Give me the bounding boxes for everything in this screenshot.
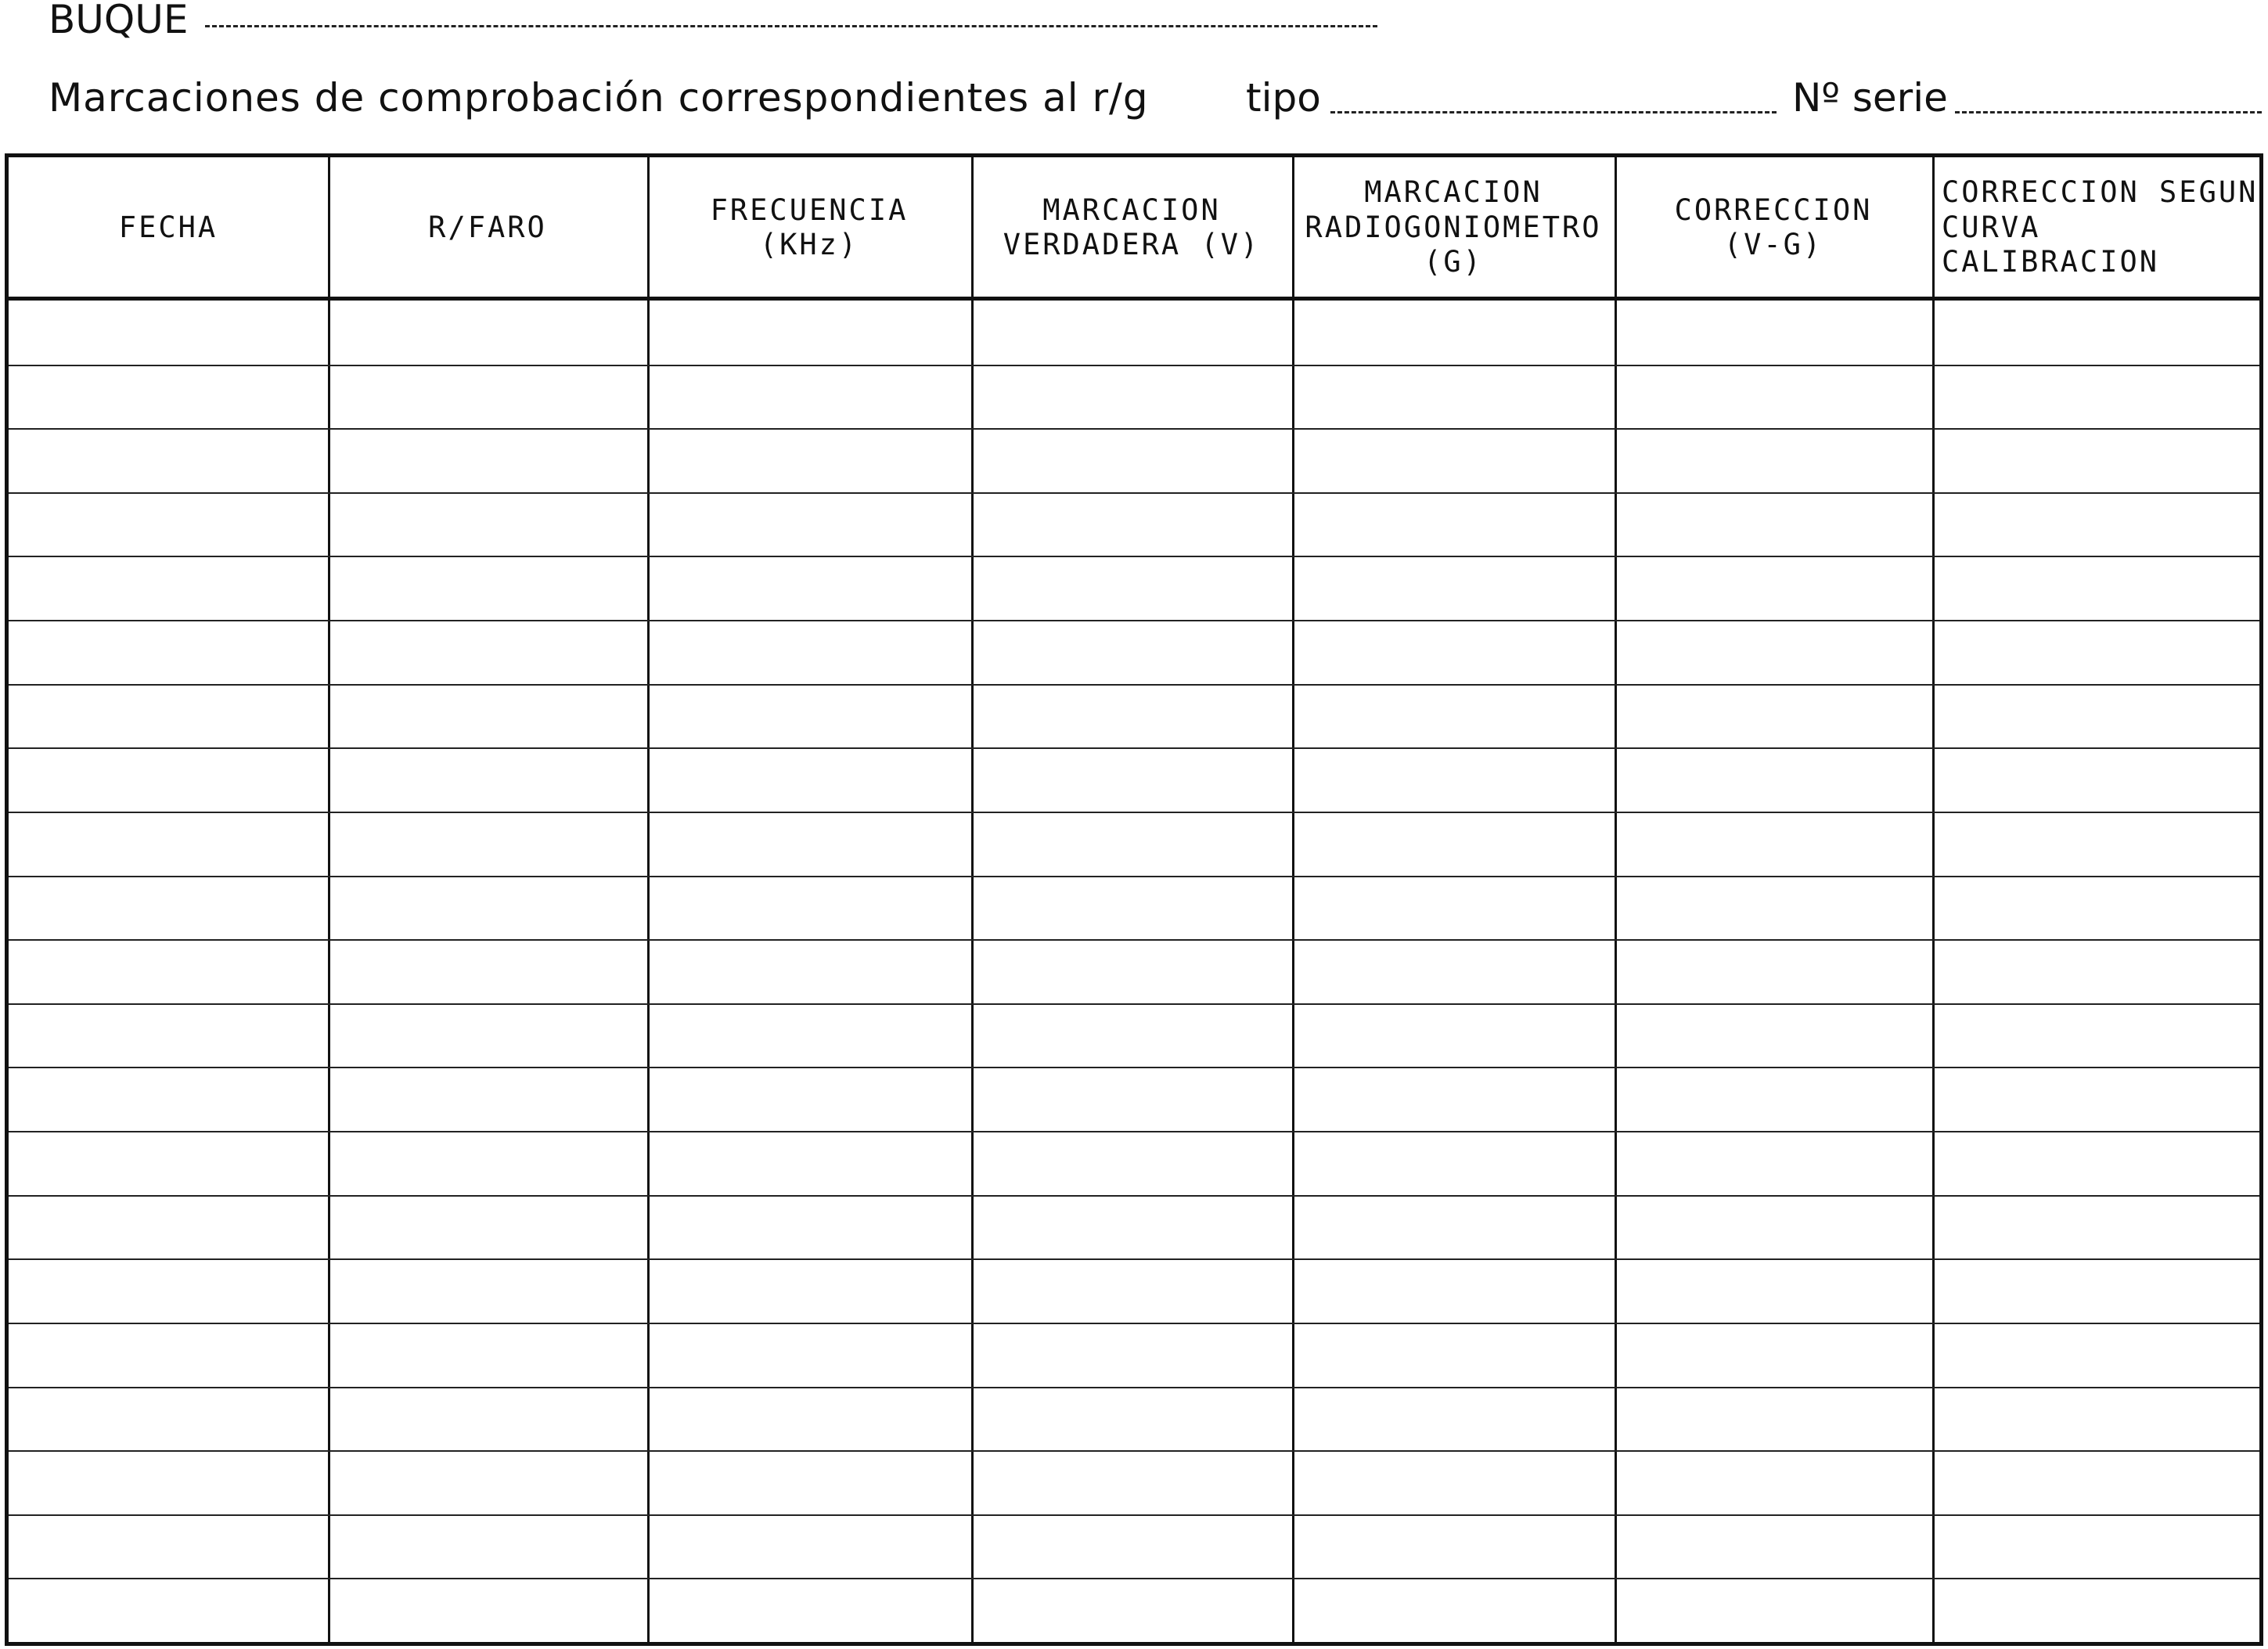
table-row-divider <box>9 1195 2259 1197</box>
col-header-rfaro: R/FARO <box>428 210 547 244</box>
table-row-divider <box>9 365 2259 366</box>
table-row-divider <box>9 620 2259 621</box>
table-row-divider <box>9 1131 2259 1132</box>
buque-label: BUQUE <box>49 0 189 42</box>
header-separator <box>9 297 2259 301</box>
table-row-divider <box>9 1067 2259 1068</box>
col-header-correccion: CORRECCION (V-G) <box>1674 193 1873 261</box>
table-row-divider <box>9 939 2259 941</box>
table-row-divider <box>9 876 2259 877</box>
table-row-divider <box>9 1514 2259 1516</box>
col-header-marcacion-verdadera: MARCACION VERDADERA (V) <box>1003 193 1261 261</box>
marcaciones-label: Marcaciones de comprobación correspondientes al r/g <box>49 75 1149 121</box>
col-header-fecha: FECHA <box>118 210 218 244</box>
column-divider <box>1615 157 1617 1642</box>
table-row-divider <box>9 747 2259 749</box>
buque-field[interactable] <box>205 25 1377 27</box>
table-row-divider <box>9 1387 2259 1388</box>
table-row-divider <box>9 1450 2259 1452</box>
table-row-divider <box>9 1323 2259 1324</box>
table-row-divider <box>9 1578 2259 1579</box>
column-divider <box>971 157 974 1642</box>
tipo-label: tipo <box>1246 75 1321 121</box>
table-row-divider <box>9 1258 2259 1260</box>
column-divider <box>328 157 330 1642</box>
table-row-divider <box>9 812 2259 813</box>
tipo-field[interactable] <box>1330 111 1777 113</box>
serie-field[interactable] <box>1955 111 2262 113</box>
table-row-divider <box>9 1003 2259 1005</box>
col-header-marcacion-radiogoniometro: MARCACION RADIOGONIOMETRO (G) <box>1305 175 1602 279</box>
serie-label: Nº serie <box>1792 75 1948 121</box>
col-header-frecuencia: FRECUENCIA (KHz) <box>710 193 909 261</box>
bearings-table <box>5 153 2263 1646</box>
column-divider <box>647 157 650 1642</box>
col-header-correccion-curva: CORRECCION SEGUN CURVA CALIBRACION <box>1942 175 2259 279</box>
table-row-divider <box>9 492 2259 494</box>
table-row-divider <box>9 556 2259 557</box>
column-divider <box>1292 157 1294 1642</box>
table-row-divider <box>9 428 2259 430</box>
table-row-divider <box>9 684 2259 686</box>
column-divider <box>1932 157 1935 1642</box>
